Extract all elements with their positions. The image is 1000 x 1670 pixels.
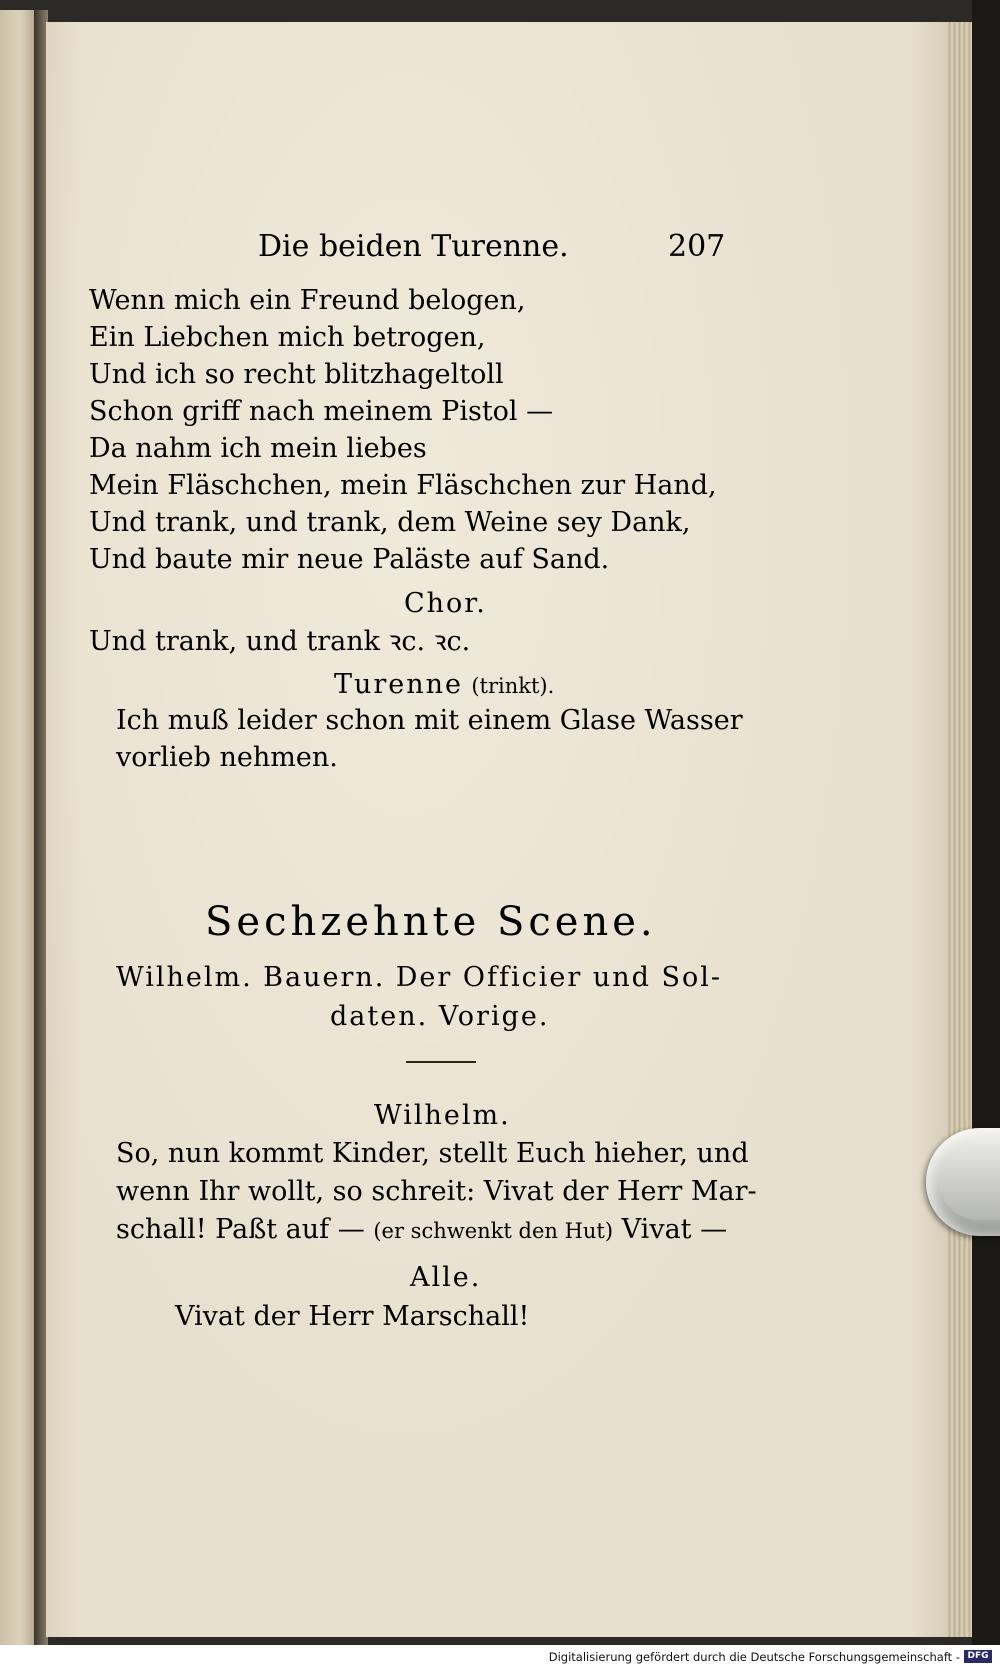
verse-line: Schon griff nach meinem Pistol — bbox=[89, 396, 554, 427]
verse-line: Ein Liebchen mich betrogen, bbox=[89, 322, 486, 353]
page-clip-inner bbox=[940, 1144, 1000, 1220]
dialogue-line bbox=[116, 1216, 727, 1243]
cast-entry: Bauern. bbox=[263, 962, 386, 993]
scan-background bbox=[972, 0, 1000, 1670]
cast-entry: Der Officier und Sol- bbox=[395, 962, 722, 993]
dialogue-text: schall! Paßt auf — bbox=[116, 1214, 365, 1245]
verse-line: Wenn mich ein Freund belogen, bbox=[89, 285, 526, 316]
scene-heading: Sechzehnte Scene. bbox=[205, 899, 657, 945]
speaker-turenne: Turenne bbox=[334, 669, 464, 700]
cast-entry: Wilhelm. bbox=[116, 962, 253, 993]
speaker-turenne-line bbox=[334, 671, 554, 698]
dialogue-text: Vivat — bbox=[621, 1214, 728, 1245]
speaker-wilhelm: Wilhelm. bbox=[374, 1100, 511, 1131]
dialogue-line: wenn Ihr wollt, so schreit: Vivat der Herr Mar- bbox=[116, 1176, 757, 1207]
running-header-title: Die beiden Turenne. bbox=[258, 229, 569, 264]
chorus-line: Und trank, und trank ꝛc. ꝛc. bbox=[89, 626, 471, 657]
verse-line: Und ich so recht blitzhageltoll bbox=[89, 359, 504, 390]
book-page bbox=[46, 22, 946, 1637]
dialogue-line: Ich muß leider schon mit einem Glase Wasser bbox=[116, 705, 743, 736]
footer-credit: Digitalisierung gefördert durch die Deutsche Forschungsgemeinschaft - bbox=[548, 1650, 960, 1664]
verse-line: Und baute mir neue Paläste auf Sand. bbox=[89, 544, 610, 575]
dfg-logo-icon: DFG bbox=[964, 1650, 992, 1663]
page-number: 207 bbox=[668, 229, 726, 264]
stage-direction: (er schwenkt den Hut) bbox=[373, 1219, 614, 1243]
verse-line: Und trank, und trank, dem Weine sey Dank, bbox=[89, 507, 691, 538]
verse-line: Da nahm ich mein liebes bbox=[89, 433, 427, 464]
cast-list-continued: daten. Vorige. bbox=[330, 1001, 550, 1032]
dialogue-line: Vivat der Herr Marschall! bbox=[175, 1301, 530, 1332]
verse-line: Mein Fläschchen, mein Fläschchen zur Hand, bbox=[89, 470, 717, 501]
dialogue-line: So, nun kommt Kinder, stellt Euch hieher, und bbox=[116, 1138, 749, 1169]
speaker-chor: Chor. bbox=[404, 588, 487, 619]
section-divider bbox=[406, 1061, 476, 1063]
previous-page-edge bbox=[0, 10, 34, 1645]
dialogue-line: vorlieb nehmen. bbox=[116, 742, 338, 773]
stage-direction: (trinkt). bbox=[471, 674, 555, 698]
speaker-alle: Alle. bbox=[410, 1262, 482, 1293]
cast-list bbox=[116, 964, 722, 991]
page-stack-edge bbox=[946, 22, 972, 1637]
